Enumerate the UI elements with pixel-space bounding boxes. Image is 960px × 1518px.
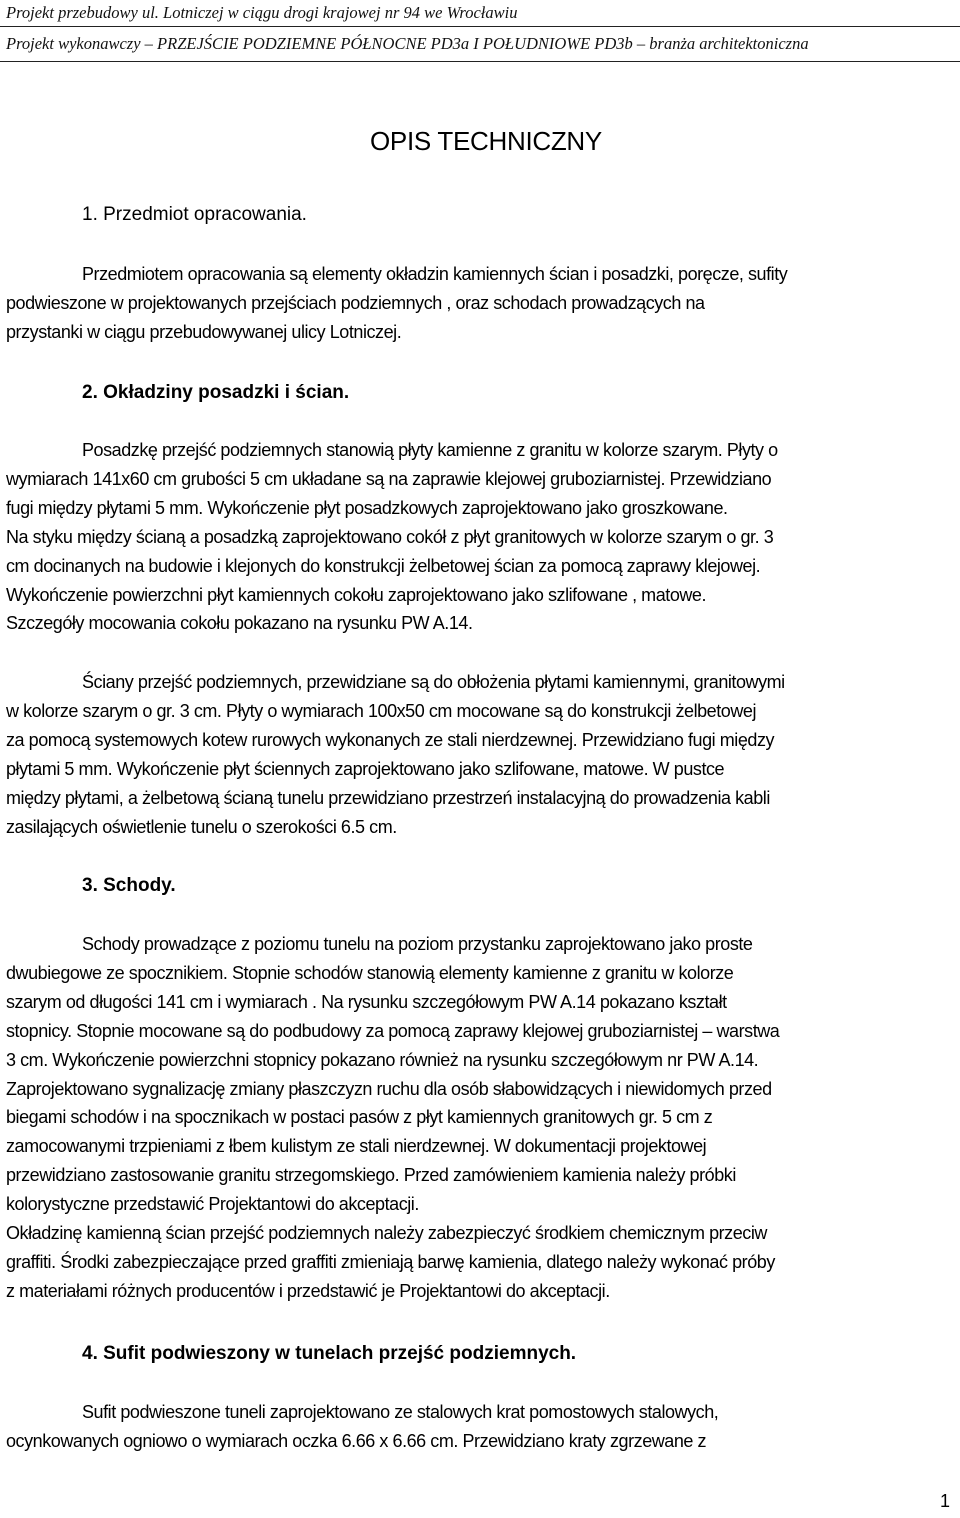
text-line: podwieszone w projektowanych przejściach podziemnych , oraz schodach prowadzących na (6, 292, 705, 313)
text-line: fugi między płytami 5 mm. Wykończenie płyt posadzkowych zaprojektowano jako groszkowane. (6, 497, 728, 518)
header-project-line: Projekt przebudowy ul. Lotniczej w ciągu drogi krajowej nr 94 we Wrocławiu (6, 3, 518, 22)
text-line: stopnicy. Stopnie mocowane są do podbudowy za pomocą zaprawy klejowej gruboziarnistej – warstwa (6, 1020, 780, 1041)
text-line: z materiałami różnych producentów i przedstawić je Projektantowi do akceptacji. (6, 1280, 610, 1301)
text-line: 3 cm. Wykończenie powierzchni stopnicy pokazano również na rysunku szczegółowym nr PW A.14. (6, 1049, 759, 1070)
text-line: między płytami, a żelbetową ścianą tunelu przewidziano przestrzeń instalacyjną do prowadzenia kabli (6, 787, 770, 808)
text-line: wymiarach 141x60 cm grubości 5 cm układane są na zaprawie klejowej gruboziarnistej. Przewidziano (6, 468, 772, 489)
section-2-paragraph-1 (6, 436, 954, 638)
text-line: dwubiegowe ze spocznikiem. Stopnie schodów stanowią elementy kamienne z granitu w kolorze (6, 962, 734, 983)
section-heading-2: 2. Okładziny posadzki i ścian. (82, 382, 350, 403)
text-line: ocynkowanych ogniowo o wymiarach oczka 6.66 x 6.66 cm. Przewidziano kraty zgrzewane z (6, 1430, 707, 1451)
section-1-paragraph (6, 260, 954, 347)
text-line: zasilających oświetlenie tunelu o szerokości 6.5 cm. (6, 816, 397, 837)
header-subtitle-line: Projekt wykonawczy – PRZEJŚCIE PODZIEMNE PÓŁNOCNE PD3a I POŁUDNIOWE PD3b – branża architektoniczna (6, 34, 809, 53)
text-line: płytami 5 mm. Wykończenie płyt ściennych zaprojektowano jako szlifowane, matowe. W pustce (6, 758, 725, 779)
text-line: w kolorze szarym o gr. 3 cm. Płyty o wymiarach 100x50 cm mocowane są do konstrukcji żelbetowej (6, 700, 757, 721)
section-heading-4: 4. Sufit podwieszony w tunelach przejść podziemnych. (82, 1343, 577, 1364)
section-heading-1: 1. Przedmiot opracowania. (82, 204, 307, 225)
document-title: OPIS TECHNICZNY (370, 126, 602, 156)
text-line: Schody prowadzące z poziomu tunelu na poziom przystanku zaprojektowano jako proste (82, 934, 753, 954)
text-line: Przedmiotem opracowania są elementy okładzin kamiennych ścian i posadzki, poręcze, sufity (82, 264, 788, 284)
text-line: Ściany przejść podziemnych, przewidziane są do obłożenia płytami kamiennymi, granitowymi (82, 672, 785, 692)
section-heading-3: 3. Schody. (82, 875, 176, 896)
text-line: Zaprojektowano sygnalizację zmiany płaszczyzn ruchu dla osób słabowidzących i niewidomych przed (6, 1078, 772, 1099)
section-4-paragraph (6, 1398, 954, 1456)
header-divider-bottom (0, 61, 960, 62)
text-line: Posadzkę przejść podziemnych stanowią płyty kamienne z granitu w kolorze szarym. Płyty o (82, 440, 778, 460)
text-line: zamocowanymi trzpieniami z łbem kulistym ze stali nierdzewnej. W dokumentacji projektowej (6, 1136, 707, 1157)
text-line: graffiti. Środki zabezpieczające przed graffiti zmieniają barwę kamienia, dlatego należy wykonać próby (6, 1251, 775, 1272)
section-3-paragraph (6, 930, 954, 1306)
text-line: Okładzinę kamienną ścian przejść podziemnych należy zabezpieczyć środkiem chemicznym przeciw (6, 1223, 767, 1244)
text-line: przewidziano zastosowanie granitu strzegomskiego. Przed zamówieniem kamienia należy próbki (6, 1165, 736, 1186)
text-line: Sufit podwieszone tuneli zaprojektowano ze stalowych krat pomostowych stalowych, (82, 1402, 719, 1422)
section-2-paragraph-2 (6, 668, 954, 841)
text-line: przystanki w ciągu przebudowywanej ulicy Lotniczej. (6, 321, 402, 342)
text-line: biegami schodów i na spocznikach w postaci pasów z płyt kamiennych granitowych gr. 5 cm z (6, 1107, 713, 1128)
text-line: za pomocą systemowych kotew rurowych wykonanych ze stali nierdzewnej. Przewidziano fugi między (6, 729, 775, 750)
text-line: kolorystyczne przedstawić Projektantowi do akceptacji. (6, 1194, 419, 1215)
text-line: Szczegóły mocowania cokołu pokazano na rysunku PW A.14. (6, 613, 473, 634)
text-line: Na styku między ścianą a posadzką zaprojektowano cokół z płyt granitowych w kolorze szarym o gr. 3 (6, 526, 774, 547)
page-header (6, 0, 956, 62)
text-line: szarym od długości 141 cm i wymiarach . Na rysunku szczegółowym PW A.14 pokazano kształt (6, 991, 727, 1012)
text-line: cm docinanych na budowie i klejonych do konstrukcji żelbetowej ścian za pomocą zaprawy klejowej. (6, 555, 761, 576)
page-number: 1 (939, 1491, 950, 1511)
text-line: Wykończenie powierzchni płyt kamiennych cokołu zaprojektowano jako szlifowane , matowe. (6, 584, 707, 605)
